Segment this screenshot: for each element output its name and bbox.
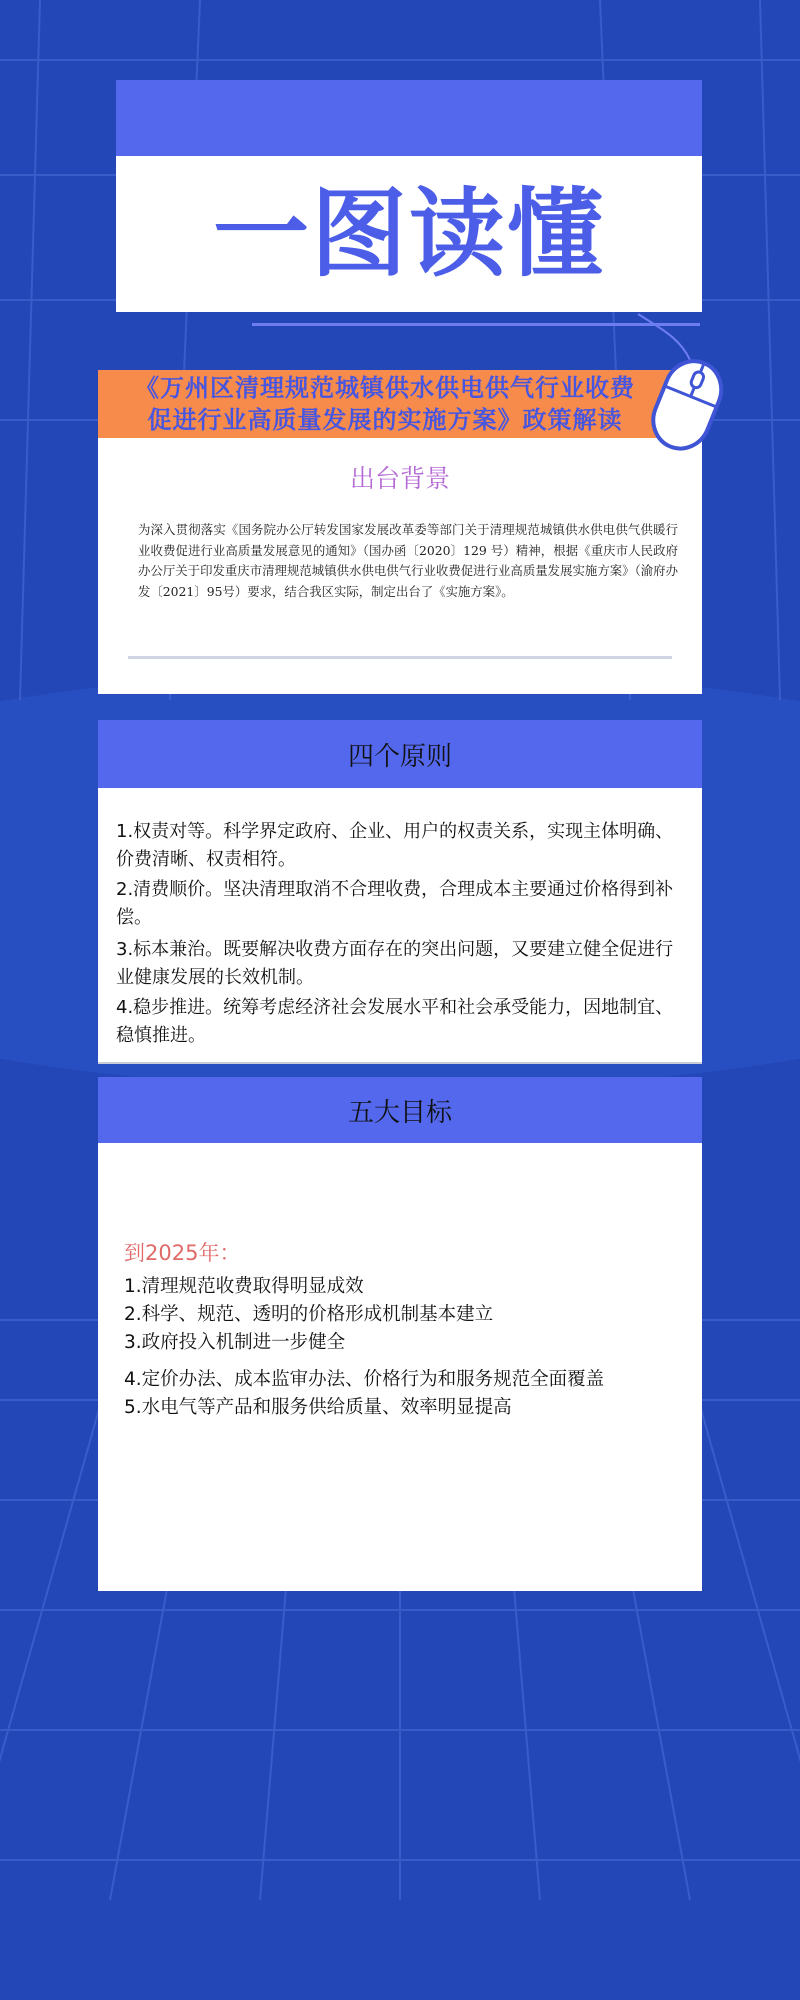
header-top-band [116, 80, 702, 156]
background-body-text: 为深入贯彻落实《国务院办公厅转发国家发展改革委等部门关于清理规范城镇供水供电供气供暖行业收费促进行业高质量发展意见的通知》（国办函〔2020〕129 号）精神，根据《重庆市人民政府办公厅关于印发重庆市清理规范城镇供水供电供气行业收费促进行业高质量发展实施方案》（渝府办发〔2021〕95号）要求，结合我区实际，制定出台了《实施方案》。 [138, 522, 678, 599]
goal-item: 1.清理规范收费取得明显成效 [124, 1276, 364, 1297]
principle-item: 4.稳步推进。统筹考虑经济社会发展水平和社会承受能力，因地制宜、稳慎推进。 [116, 997, 674, 1046]
subtitle-banner [98, 370, 672, 438]
goal-item: 3.政府投入机制进一步健全 [124, 1332, 346, 1353]
background-heading: 出台背景 [349, 464, 450, 493]
goal-item: 4.定价办法、成本监审办法、价格行为和服务规范全面覆盖 [124, 1369, 605, 1390]
section-divider [128, 656, 672, 659]
goals-panel [98, 1143, 702, 1591]
principles-heading [98, 720, 702, 788]
page-title: 一图读懂 [213, 178, 605, 290]
principle-item: 3.标本兼治。既要解决收费方面存在的突出问题，又要建立健全促进行业健康发展的长效机制。 [116, 939, 674, 988]
computer-mouse-icon [630, 308, 730, 468]
subtitle-line-1: 《万州区清理规范城镇供水供电供气行业收费 [135, 373, 635, 402]
goal-item: 2.科学、规范、透明的价格形成机制基本建立 [124, 1304, 494, 1325]
subtitle-line-2: 促进行业高质量发展的实施方案》政策解读 [147, 405, 623, 434]
principle-item: 2.清费顺价。坚决清理取消不合理收费，合理成本主要通过价格得到补偿。 [116, 879, 674, 928]
header-panel [116, 156, 702, 312]
goals-heading-text: 五大目标 [347, 1097, 452, 1128]
goals-year-label: 到2025年： [124, 1241, 241, 1265]
principles-heading-text: 四个原则 [347, 741, 452, 772]
goals-heading [98, 1077, 702, 1143]
goal-item: 5.水电气等产品和服务供给质量、效率明显提高 [124, 1397, 512, 1418]
principles-panel [98, 788, 702, 1062]
principle-item: 1.权责对等。科学界定政府、企业、用户的权责关系，实现主体明确、价费清晰、权责相符。 [116, 821, 674, 870]
principles-bottom-rule [98, 1062, 702, 1064]
